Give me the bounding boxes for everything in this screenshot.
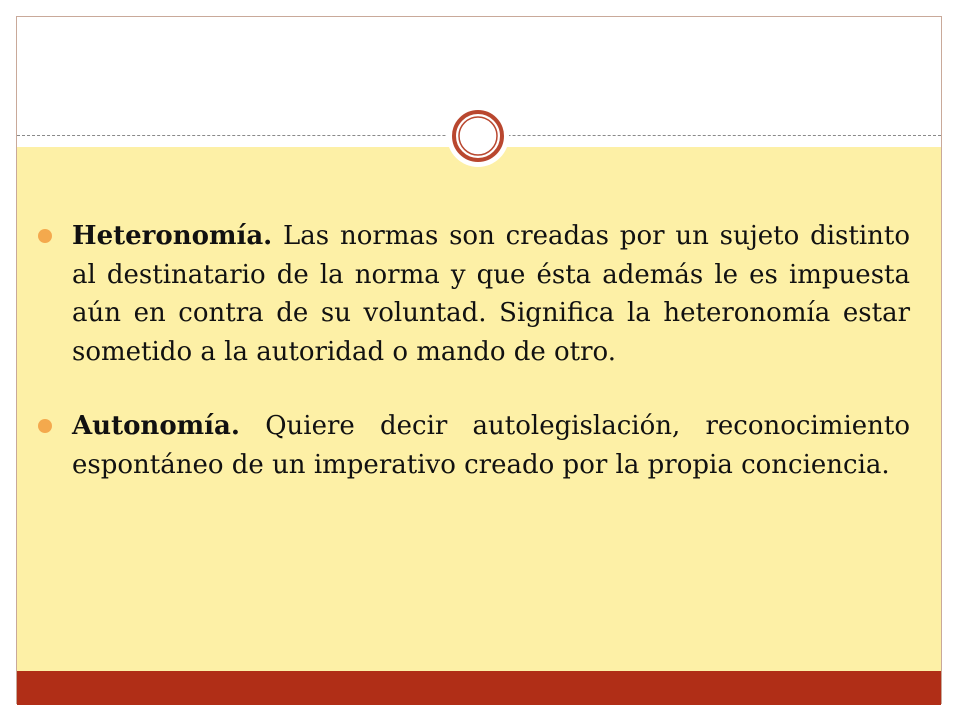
bullet-list bbox=[38, 217, 910, 520]
bullet-text: Las normas son creadas por un sujeto distinto al destinatario de la norma y que ésta además le es impuesta aún en contra de su voluntad. Significa la heteronomía estar sometido a la autoridad o mando de otro. bbox=[72, 221, 910, 367]
bullet-term: Heteronomía. bbox=[72, 221, 273, 251]
bullet-item-autonomia bbox=[38, 407, 910, 484]
footer-bar bbox=[17, 671, 941, 705]
bullet-term: Autonomía. bbox=[72, 411, 240, 441]
circle-bullet-icon bbox=[38, 229, 52, 243]
circle-bullet-icon bbox=[38, 419, 52, 433]
bullet-item-heteronomia bbox=[38, 217, 910, 371]
bullet-text: Quiere decir autolegislación, reconocimiento espontáneo de un imperativo creado por la propia conciencia. bbox=[72, 411, 910, 480]
ring-ornament-icon bbox=[447, 105, 509, 167]
